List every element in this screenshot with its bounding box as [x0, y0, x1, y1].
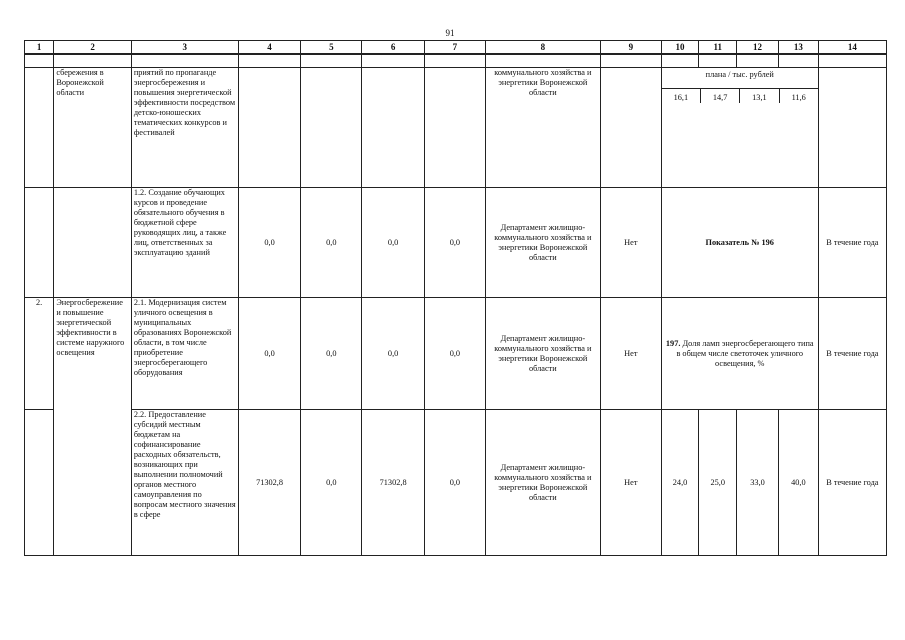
section-number: 2.: [25, 298, 54, 410]
indicator-cell: Показатель № 196: [661, 188, 818, 298]
executor-cell: коммунального хозяйства и энергетики Воронежской области: [485, 68, 600, 188]
amount-cell: 0,0: [238, 298, 301, 410]
column-number: 3: [131, 41, 238, 55]
table-row: [25, 410, 887, 556]
amount-cell: 0,0: [362, 298, 425, 410]
executor-cell: Департамент жилищно-коммунального хозяйства и энергетики Воронежской области: [485, 298, 600, 410]
amount-cell: 0,0: [301, 410, 362, 556]
spacer-row: [25, 54, 887, 68]
activity-cell: 1.2. Создание обучающих курсов и проведение обязательного обучения в бюджетной сфере руководящих лиц, а также лиц, ответственных за эксплуатацию зданий: [131, 188, 238, 298]
amount-cell: 0,0: [425, 298, 486, 410]
indicator-value: 40,0: [779, 410, 819, 556]
program-table: [24, 40, 887, 556]
indicator-value: 33,0: [737, 410, 779, 556]
column-number: 1: [25, 41, 54, 55]
amount-cell: 0,0: [362, 188, 425, 298]
indicator-cell: [661, 298, 818, 410]
indicator-value: 16,1: [673, 93, 689, 102]
column-number: 12: [737, 41, 779, 55]
amount-cell: 0,0: [238, 188, 301, 298]
indicator-value: 14,7: [700, 89, 739, 103]
column-number: 8: [485, 41, 600, 55]
amount-cell: 0,0: [301, 298, 362, 410]
indicator-label: плана / тыс. рублей: [705, 70, 774, 79]
column-number: 10: [661, 41, 699, 55]
amount-cell: 0,0: [425, 410, 486, 556]
amount-cell: 0,0: [301, 188, 362, 298]
column-number: 5: [301, 41, 362, 55]
indicator-text: Доля ламп энергосберегающего типа в общем числе светоточек уличного освещения, %: [676, 338, 814, 368]
activity-cell: 2.1. Модернизация систем уличного освещения в муниципальных образованиях Воронежской области, в том числе приобретение энергосберегающего оборудования: [131, 298, 238, 410]
column-number: 4: [238, 41, 301, 55]
table-row: [25, 188, 887, 298]
column-number-row: [25, 41, 887, 55]
amount-cell: 71302,8: [362, 410, 425, 556]
executor-cell: Департамент жилищно-коммунального хозяйства и энергетики Воронежской области: [485, 188, 600, 298]
table-row: [25, 68, 887, 188]
goal-cell: сбережения в Воронежской области: [54, 68, 132, 188]
term-cell: В течение года: [818, 188, 886, 298]
executor-cell: Департамент жилищно-коммунального хозяйства и энергетики Воронежской области: [485, 410, 600, 556]
activity-cell: 2.2. Предоставление субсидий местным бюджетам на софинансирование расходных обязательств, возникающих при выполнении полномочий органов местного самоуправления по вопросам местного значения в сфере: [131, 410, 238, 556]
goal-cell: Энергосбережение и повышение энергетической эффективности в системе наружного освещения: [54, 298, 132, 556]
amount-cell: 0,0: [425, 188, 486, 298]
table-row: [25, 298, 887, 410]
indicator-cell: [661, 68, 818, 188]
indicator-value: 24,0: [661, 410, 699, 556]
amount-cell: 71302,8: [238, 410, 301, 556]
column-number: 7: [425, 41, 486, 55]
column-number: 14: [818, 41, 886, 55]
indicator-value: 25,0: [699, 410, 737, 556]
indicator-value: 11,6: [779, 89, 818, 103]
term-cell: В течение года: [818, 298, 886, 410]
page-number: 91: [445, 28, 455, 38]
column-number: 9: [600, 41, 661, 55]
indicator-number: 197.: [665, 338, 681, 348]
column-number: 2: [54, 41, 132, 55]
flag-cell: Нет: [600, 188, 661, 298]
column-number: 6: [362, 41, 425, 55]
column-number: 11: [699, 41, 737, 55]
activity-cell: приятий по пропаганде энергосбережения и повышения энергетической эффективности посредством детско-юношеских тематических конкурсов и фестивалей: [131, 68, 238, 188]
flag-cell: Нет: [600, 410, 661, 556]
indicator-value: 13,1: [739, 89, 778, 103]
flag-cell: Нет: [600, 298, 661, 410]
column-number: 13: [779, 41, 819, 55]
term-cell: В течение года: [818, 410, 886, 556]
